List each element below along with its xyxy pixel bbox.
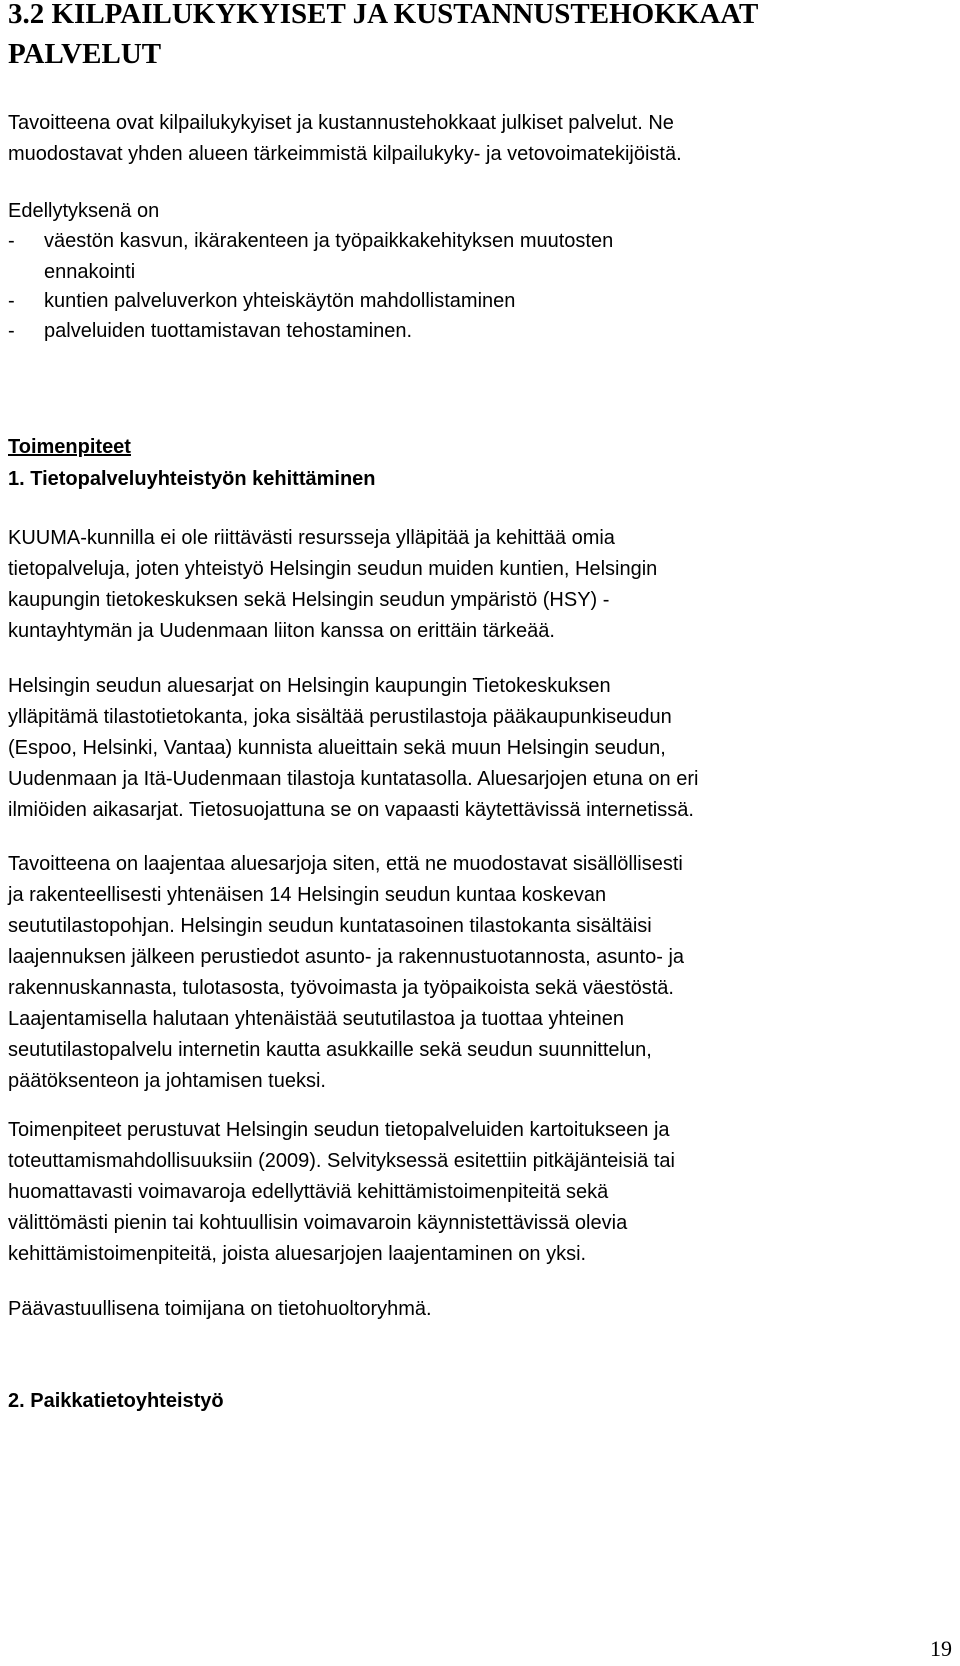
text-line: seututilastopohjan. Helsingin seudun kuntatasoinen tilastokanta sisältäisi [8,915,652,937]
text-line: kuntayhtymän ja Uudenmaan liiton kanssa on erittäin tärkeää. [8,620,555,642]
heading-line-1: 3.2 KILPAILUKYKYISET JA KUSTANNUSTEHOKKAAT [8,0,759,30]
text-line: toteuttamismahdollisuuksiin (2009). Selvityksessä esitettiin pitkäjänteisiä tai [8,1150,675,1172]
intro-line-1: Tavoitteena ovat kilpailukykyiset ja kustannustehokkaat julkiset palvelut. Ne [8,112,674,134]
section-1-paragraph-4 [8,1115,948,1270]
text-line: Toimenpiteet perustuvat Helsingin seudun tietopalveluiden kartoitukseen ja [8,1119,670,1141]
prerequisite-item-1-line-2: ennakointi [44,261,136,283]
text-line: seututilastopalvelu internetin kautta asukkaille sekä seudun suunnittelun, [8,1039,652,1061]
text-line: tietopalveluja, joten yhteistyö Helsingin seudun muiden kuntien, Helsingin [8,558,658,580]
text-line: (Espoo, Helsinki, Vantaa) kunnista alueittain sekä muun Helsingin seudun, [8,737,666,759]
toimenpiteet-heading: Toimenpiteet [8,436,131,458]
list-dash: - [8,290,15,312]
text-line: päätöksenteon ja johtamisen tueksi. [8,1070,326,1092]
prerequisite-item-1-line-1: väestön kasvun, ikärakenteen ja työpaikkakehityksen muutosten [44,230,614,252]
text-line: Uudenmaan ja Itä-Uudenmaan tilastoja kuntatasolla. Aluesarjojen etuna on eri [8,768,699,790]
text-line: KUUMA-kunnilla ei ole riittävästi resursseja ylläpitää ja kehittää omia [8,527,615,549]
list-dash: - [8,320,15,342]
text-line: laajennuksen jälkeen perustiedot asunto- ja rakennustuotannosta, asunto- ja [8,946,685,968]
section-1-paragraph-3 [8,849,948,1097]
text-line: Tavoitteena on laajentaa aluesarjoja siten, että ne muodostavat sisällöllisesti [8,853,683,875]
section-1-title: 1. Tietopalveluyhteistyön kehittäminen [8,468,376,490]
text-line: ilmiöiden aikasarjat. Tietosuojattuna se on vapaasti käytettävissä internetissä. [8,799,694,821]
prerequisites-lead: Edellytyksenä on [8,200,160,222]
text-line: huomattavasti voimavaroja edellyttäviä kehittämistoimenpiteitä sekä [8,1181,609,1203]
intro-paragraph [8,108,948,170]
section-1-paragraph-2 [8,671,948,826]
text-line: Laajentamisella halutaan yhtenäistää seututilastoa ja tuottaa yhteinen [8,1008,624,1030]
text-line: Helsingin seudun aluesarjat on Helsingin kaupungin Tietokeskuksen [8,675,611,697]
text-line: ja rakenteellisesti yhtenäisen 14 Helsingin seudun kuntaa koskevan [8,884,607,906]
section-heading [8,0,908,74]
section-1-paragraph-1 [8,523,948,647]
prerequisite-item-2-text: kuntien palveluverkon yhteiskäytön mahdollistaminen [44,290,516,312]
text-line: rakennuskannasta, tulotasosta, työvoimasta ja työpaikoista sekä väestöstä. [8,977,674,999]
text-line: ylläpitämä tilastotietokanta, joka sisältää perustilastoja pääkaupunkiseudun [8,706,672,728]
section-2-title: 2. Paikkatietoyhteistyö [8,1390,224,1412]
text-line: välittömästi pienin tai kohtuullisin voimavaroin käynnistettävissä olevia [8,1212,628,1234]
text-line: kaupungin tietokeskuksen sekä Helsingin seudun ympäristö (HSY) - [8,589,610,611]
list-dash: - [8,230,15,252]
text-line: kehittämistoimenpiteitä, joista aluesarjojen laajentaminen on yksi. [8,1243,587,1265]
prerequisite-item-3-text: palveluiden tuottamistavan tehostaminen. [44,320,413,342]
section-1-paragraph-5: Päävastuullisena toimijana on tietohuoltoryhmä. [8,1298,432,1320]
heading-line-2: PALVELUT [8,38,162,70]
intro-line-2: muodostavat yhden alueen tärkeimmistä kilpailukyky- ja vetovoimatekijöistä. [8,143,682,165]
page-number: 19 [930,1636,952,1661]
